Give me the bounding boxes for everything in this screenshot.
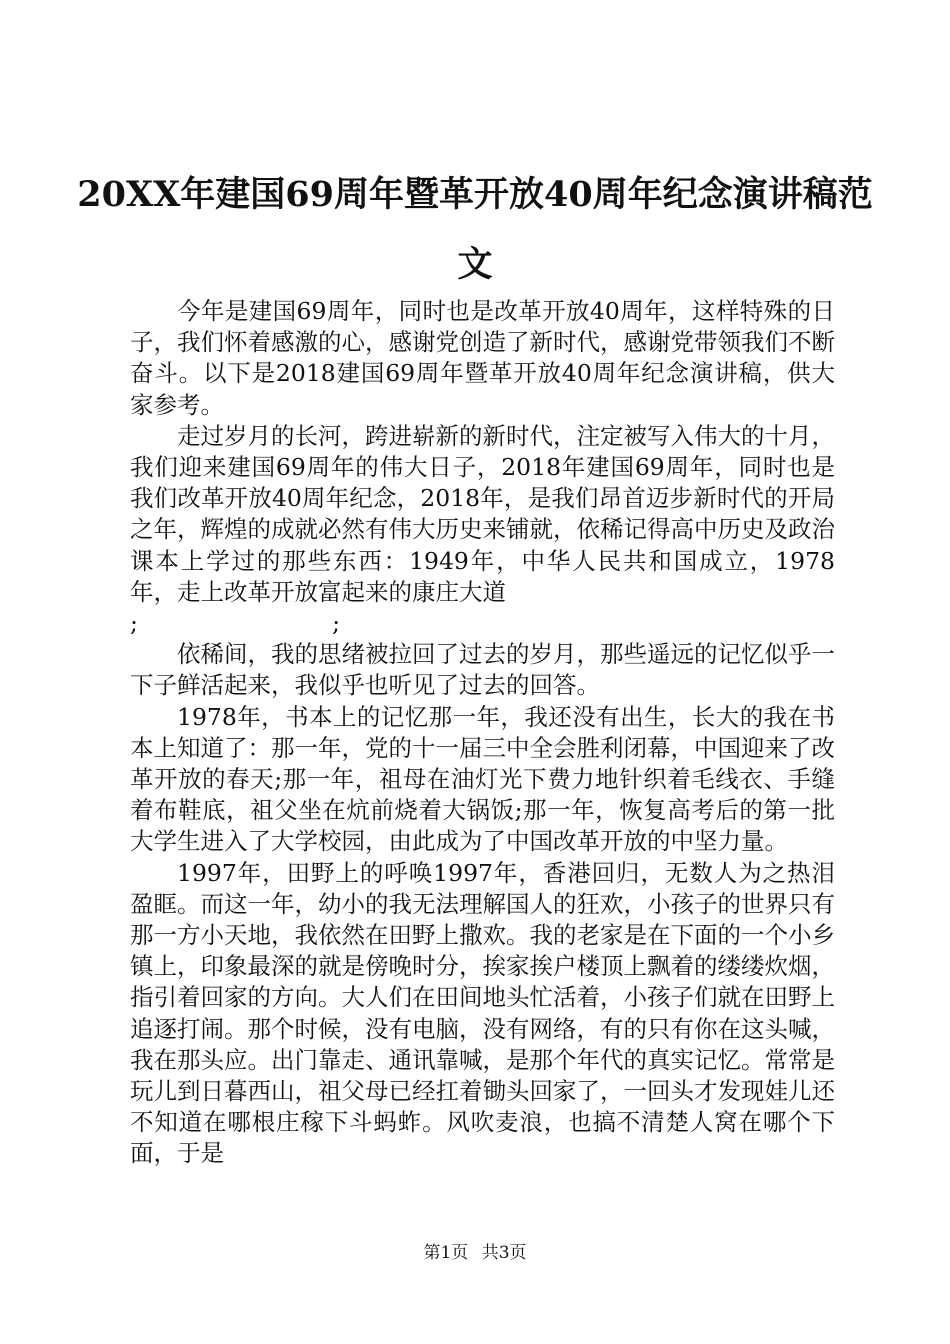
paragraph-1997: 1997年，田野上的呼唤1997年，香港回归，无数人为之热泪盈眶。而这一年，幼小的我无法理解国人的狂欢，小孩子的世界只有那一方小天地，我依然在田野上撒欢。我的老家是在下面的一个小乡镇上，印象最深的就是傍晚时分，挨家挨户楼顶上飘着的缕缕炊烟，指引着回家的方向。大人们在田间地头忙活着，小孩子们就在田野上追逐打闹。那个时候，没有电脑，没有网络，有的只有你在这头喊，我在那头应。出门靠走、通讯靠喊，是那个年代的真实记忆。常常是玩儿到日暮西山，祖父母已经扛着锄头回家了，一回头才发现娃儿还不知道在哪根庄稼下斗蚂蚱。风吹麦浪，也搞不清楚人窝在哪个下面，于是 — [130, 858, 835, 1168]
page-number: 第1页 — [423, 1243, 469, 1263]
paragraph-semicolons: ; ; — [130, 609, 341, 638]
paragraph-1978: 1978年，书本上的记忆那一年，我还没有出生，长大的我在书本上知道了：那一年，党的十一届三中全会胜利闭幕，中国迎来了改革开放的春天;那一年，祖母在油灯光下费力地针织着毛线衣、手缝着布鞋底，祖父坐在炕前烧着大锅饭;那一年，恢复高考后的第一批大学生进入了大学校园，由此成为了中国改革开放的中坚力量。 — [130, 702, 835, 856]
paragraph-intro: 今年是建国69周年，同时也是改革开放40周年，这样特殊的日子，我们怀着感激的心，感谢党创造了新时代，感谢党带领我们不断奋斗。以下是2018建国69周年暨革开放40周年纪念演讲稿，供大家参考。 — [130, 297, 835, 419]
paragraph-memories: 依稀间，我的思绪被拉回了过去的岁月，那些遥远的记忆似乎一下子鲜活起来，我似乎也听见了过去的回答。 — [130, 640, 835, 700]
document-body — [130, 296, 835, 1170]
page-footer — [0, 1242, 950, 1264]
page-total: 共3页 — [481, 1243, 527, 1263]
paragraph-river-of-years: 走过岁月的长河，跨进崭新的新时代，注定被写入伟大的十月，我们迎来建国69周年的伟大日子，2018年建国69周年，同时也是我们改革开放40周年纪念，2018年，是我们昂首迈步新时代的开局之年，辉煌的成就必然有伟大历史来铺就，依稀记得高中历史及政治课本上学过的那些东西：1949年，中华人民共和国成立，1978年，走上改革开放富起来的康庄大道 — [130, 421, 835, 606]
document-title: 20XX年建国69周年暨革开放40周年纪念演讲稿范文 — [77, 174, 873, 285]
